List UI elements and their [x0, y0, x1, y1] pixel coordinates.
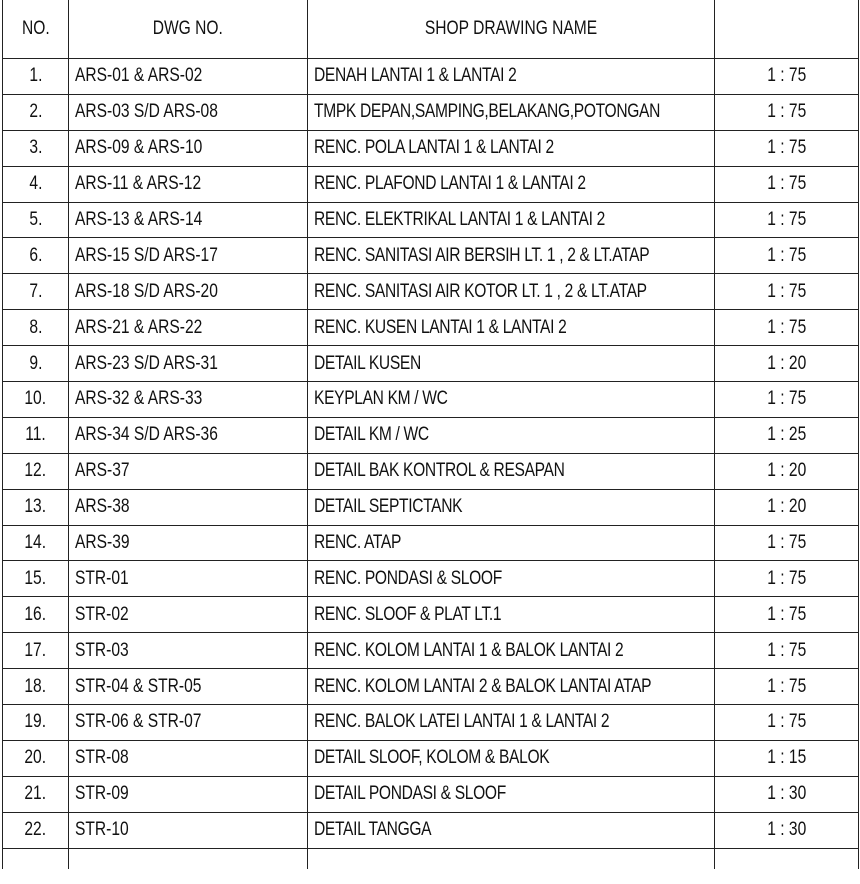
drawing-name-cell [308, 274, 715, 310]
drawing-scale: 1 : 20 [766, 496, 806, 518]
dwg-number-cell [69, 59, 308, 95]
row-number-cell [3, 669, 69, 705]
drawing-name-cell [308, 740, 715, 776]
drawing-name-cell [308, 776, 715, 812]
dwg-number: STR-03 [75, 639, 129, 661]
table-row [3, 94, 859, 130]
header-row [3, 0, 859, 59]
dwg-number: STR-02 [75, 603, 129, 625]
drawing-name-cell [308, 417, 715, 453]
row-number: 22. [24, 819, 47, 841]
table-row [3, 489, 859, 525]
dwg-number-cell [69, 417, 308, 453]
dwg-number: STR-09 [75, 783, 129, 805]
dwg-number: ARS-37 [75, 460, 130, 482]
row-number: 3. [28, 137, 42, 159]
drawing-name-cell [308, 166, 715, 202]
dwg-number-cell [69, 669, 308, 705]
dwg-number-cell [69, 633, 308, 669]
drawing-scale: 1 : 30 [766, 819, 806, 841]
drawing-scale: 1 : 75 [766, 603, 806, 625]
drawing-scale: 1 : 25 [766, 424, 806, 446]
row-number-cell [3, 561, 69, 597]
drawing-scale-cell [715, 705, 859, 741]
row-number: 12. [24, 460, 47, 482]
drawing-name-cell [308, 633, 715, 669]
row-number-cell [3, 238, 69, 274]
table-body [3, 59, 859, 869]
dwg-number-cell [69, 274, 308, 310]
dwg-number: ARS-09 & ARS-10 [75, 137, 203, 159]
dwg-number-cell [69, 94, 308, 130]
row-number: 19. [24, 711, 47, 733]
drawing-name: RENC. SANITASI AIR BERSIH LT. 1 , 2 & LT.ATAP [314, 244, 650, 266]
dwg-number: ARS-21 & ARS-22 [75, 316, 203, 338]
row-number-cell [3, 740, 69, 776]
row-number-cell [3, 130, 69, 166]
drawing-name: DENAH LANTAI 1 & LANTAI 2 [314, 65, 517, 87]
drawing-name-cell [308, 489, 715, 525]
drawing-name: RENC. KOLOM LANTAI 2 & BALOK LANTAI ATAP [314, 675, 652, 697]
table-row [3, 130, 859, 166]
row-number: 9. [28, 352, 42, 374]
drawing-name: DETAIL PONDASI & SLOOF [314, 783, 506, 805]
row-number: 6. [28, 244, 42, 266]
header-no: NO. [3, 0, 69, 59]
drawing-name-cell [308, 94, 715, 130]
drawing-scale: 1 : 75 [766, 244, 806, 266]
drawing-name: RENC. SLOOF & PLAT LT.1 [314, 603, 502, 625]
drawing-name: RENC. BALOK LATEI LANTAI 1 & LANTAI 2 [314, 711, 610, 733]
dwg-number: STR-08 [75, 747, 129, 769]
drawing-scale: 1 : 75 [766, 711, 806, 733]
row-number-cell [3, 453, 69, 489]
dwg-number-cell [69, 166, 308, 202]
row-number-cell [3, 94, 69, 130]
header-drawing-name: SHOP DRAWING NAME [308, 0, 715, 59]
row-number: 13. [24, 496, 47, 518]
drawing-name: RENC. PLAFOND LANTAI 1 & LANTAI 2 [314, 173, 586, 195]
drawing-scale-cell [715, 669, 859, 705]
drawing-name: RENC. ATAP [314, 532, 402, 554]
drawing-scale: 1 : 20 [766, 352, 806, 374]
drawing-name: DETAIL SLOOF, KOLOM & BALOK [314, 747, 550, 769]
drawing-scale: 1 : 75 [766, 316, 806, 338]
drawing-scale-cell [715, 597, 859, 633]
row-number: 17. [24, 639, 47, 661]
header-dwg-no: DWG NO. [69, 0, 308, 59]
row-number: 15. [24, 567, 47, 589]
dwg-number-cell [69, 130, 308, 166]
drawing-scale-cell [715, 812, 859, 848]
table-row [3, 59, 859, 95]
row-number: 16. [24, 603, 47, 625]
row-number: 7. [28, 280, 42, 302]
table-row [3, 274, 859, 310]
table-row [3, 453, 859, 489]
dwg-number: ARS-39 [75, 532, 130, 554]
row-number-cell [3, 382, 69, 418]
dwg-number: ARS-01 & ARS-02 [75, 65, 203, 87]
drawing-scale: 1 : 20 [766, 460, 806, 482]
drawing-name-cell [308, 812, 715, 848]
table-row [3, 202, 859, 238]
dwg-number: ARS-23 S/D ARS-31 [75, 352, 218, 374]
drawing-scale-cell [715, 310, 859, 346]
drawing-name: RENC. POLA LANTAI 1 & LANTAI 2 [314, 137, 554, 159]
drawing-name-cell [308, 59, 715, 95]
row-number: 8. [28, 316, 42, 338]
table-row [3, 166, 859, 202]
drawing-name: DETAIL TANGGA [314, 819, 432, 841]
drawing-scale: 1 : 75 [766, 675, 806, 697]
drawing-name-cell [308, 130, 715, 166]
row-number-cell [3, 202, 69, 238]
dwg-number: ARS-15 S/D ARS-17 [75, 244, 218, 266]
dwg-number: ARS-11 & ARS-12 [75, 173, 202, 195]
drawing-scale-cell [715, 525, 859, 561]
table-row [3, 346, 859, 382]
drawing-scale: 1 : 75 [766, 101, 806, 123]
drawing-name: RENC. PONDASI & SLOOF [314, 567, 502, 589]
dwg-number: STR-10 [75, 819, 129, 841]
drawing-scale: 1 : 75 [766, 173, 806, 195]
drawing-scale-cell [715, 489, 859, 525]
dwg-number-cell [69, 740, 308, 776]
drawing-scale-cell [715, 346, 859, 382]
table-row [3, 525, 859, 561]
drawing-scale-cell [715, 740, 859, 776]
drawing-scale-cell [715, 417, 859, 453]
drawing-scale-cell [715, 130, 859, 166]
shop-drawing-table [2, 0, 859, 869]
dwg-number: ARS-03 S/D ARS-08 [75, 101, 218, 123]
drawing-scale-cell [715, 453, 859, 489]
drawing-name-cell [308, 238, 715, 274]
dwg-number: STR-06 & STR-07 [75, 711, 202, 733]
empty-cell [715, 848, 859, 869]
drawing-scale-cell [715, 59, 859, 95]
row-number: 18. [24, 675, 47, 697]
table-row [3, 633, 859, 669]
drawing-scale-cell [715, 776, 859, 812]
empty-cell [3, 848, 69, 869]
dwg-number-cell [69, 238, 308, 274]
row-number-cell [3, 812, 69, 848]
drawing-scale-cell [715, 238, 859, 274]
dwg-number: ARS-32 & ARS-33 [75, 388, 203, 410]
row-number: 5. [28, 209, 42, 230]
row-number-cell [3, 166, 69, 202]
table-header [3, 0, 859, 59]
table-row [3, 597, 859, 633]
dwg-number-cell [69, 382, 308, 418]
drawing-scale: 1 : 75 [766, 532, 806, 554]
row-number: 20. [24, 747, 47, 769]
drawing-scale: 1 : 75 [766, 65, 806, 87]
drawing-scale-cell [715, 166, 859, 202]
table-row [3, 812, 859, 848]
drawing-scale-cell [715, 561, 859, 597]
drawing-name: DETAIL KUSEN [314, 352, 421, 374]
dwg-number: ARS-13 & ARS-14 [75, 209, 203, 230]
drawing-name: TMPK DEPAN,SAMPING,BELAKANG,POTONGAN [314, 101, 661, 123]
table-row [3, 238, 859, 274]
dwg-number: ARS-34 S/D ARS-36 [75, 424, 218, 446]
drawing-scale-cell [715, 382, 859, 418]
drawing-scale-cell [715, 633, 859, 669]
dwg-number-cell [69, 202, 308, 238]
drawing-scale-cell [715, 274, 859, 310]
dwg-number-cell [69, 597, 308, 633]
drawing-name: DETAIL BAK KONTROL & RESAPAN [314, 460, 565, 482]
dwg-number-cell [69, 453, 308, 489]
row-number-cell [3, 776, 69, 812]
drawing-name: RENC. SANITASI AIR KOTOR LT. 1 , 2 & LT.ATAP [314, 280, 647, 302]
empty-row [3, 848, 859, 869]
row-number-cell [3, 525, 69, 561]
table-row [3, 382, 859, 418]
dwg-number-cell [69, 776, 308, 812]
dwg-number: STR-01 [75, 567, 129, 589]
drawing-name-cell [308, 597, 715, 633]
row-number: 4. [28, 173, 42, 195]
drawing-scale-cell [715, 202, 859, 238]
row-number-cell [3, 310, 69, 346]
drawing-name-cell [308, 453, 715, 489]
drawing-name-cell [308, 669, 715, 705]
empty-cell [308, 848, 715, 869]
table-row [3, 310, 859, 346]
dwg-number-cell [69, 525, 308, 561]
row-number-cell [3, 597, 69, 633]
drawing-scale: 1 : 75 [766, 639, 806, 661]
dwg-number: STR-04 & STR-05 [75, 675, 202, 697]
dwg-number-cell [69, 489, 308, 525]
row-number-cell [3, 417, 69, 453]
table-row [3, 740, 859, 776]
table-row [3, 561, 859, 597]
drawing-scale: 1 : 75 [766, 209, 806, 230]
row-number-cell [3, 346, 69, 382]
drawing-scale: 1 : 30 [766, 783, 806, 805]
row-number: 21. [24, 783, 47, 805]
drawing-name: RENC. KOLOM LANTAI 1 & BALOK LANTAI 2 [314, 639, 624, 661]
drawing-name: KEYPLAN KM / WC [314, 388, 448, 410]
header-scale [715, 0, 859, 59]
drawing-name: DETAIL KM / WC [314, 424, 429, 446]
drawing-scale: 1 : 75 [766, 567, 806, 589]
row-number-cell [3, 59, 69, 95]
row-number: 14. [24, 532, 47, 554]
drawing-name-cell [308, 525, 715, 561]
drawing-name: RENC. ELEKTRIKAL LANTAI 1 & LANTAI 2 [314, 209, 605, 230]
row-number-cell [3, 274, 69, 310]
dwg-number-cell [69, 346, 308, 382]
drawing-name: RENC. KUSEN LANTAI 1 & LANTAI 2 [314, 316, 567, 338]
table-row [3, 776, 859, 812]
row-number-cell [3, 489, 69, 525]
row-number-cell [3, 633, 69, 669]
dwg-number: ARS-38 [75, 496, 130, 518]
drawing-name-cell [308, 705, 715, 741]
dwg-number-cell [69, 705, 308, 741]
row-number: 11. [25, 424, 46, 446]
drawing-scale: 1 : 75 [766, 388, 806, 410]
drawing-name-cell [308, 561, 715, 597]
drawing-name-cell [308, 202, 715, 238]
row-number: 10. [24, 388, 47, 410]
dwg-number: ARS-18 S/D ARS-20 [75, 280, 218, 302]
dwg-number-cell [69, 310, 308, 346]
drawing-scale: 1 : 75 [766, 280, 806, 302]
drawing-name-cell [308, 346, 715, 382]
drawing-name-cell [308, 310, 715, 346]
row-number: 1. [28, 65, 42, 87]
empty-cell [69, 848, 308, 869]
row-number: 2. [28, 101, 42, 123]
dwg-number-cell [69, 561, 308, 597]
drawing-name-cell [308, 382, 715, 418]
table-row [3, 705, 859, 741]
table-row [3, 417, 859, 453]
table-row [3, 669, 859, 705]
drawing-scale: 1 : 75 [766, 137, 806, 159]
drawing-scale-cell [715, 94, 859, 130]
row-number-cell [3, 705, 69, 741]
drawing-scale: 1 : 15 [766, 747, 806, 769]
dwg-number-cell [69, 812, 308, 848]
drawing-name: DETAIL SEPTICTANK [314, 496, 463, 518]
